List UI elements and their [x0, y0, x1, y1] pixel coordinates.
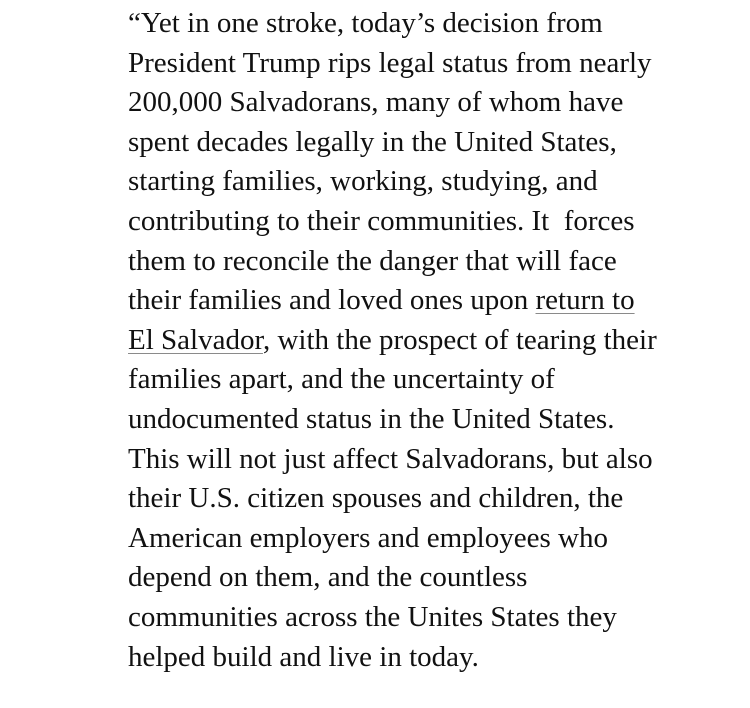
- text-line: them to reconcile the danger that will face: [128, 244, 617, 277]
- text-line-with-link: [128, 281, 738, 321]
- text-line: their U.S. citizen spouses and children, the: [128, 482, 624, 515]
- text-line-with-link: [128, 321, 738, 361]
- quote-paragraph: [128, 4, 738, 677]
- text-line: American employers and employees who: [128, 521, 608, 554]
- text-line: 200,000 Salvadorans, many of whom have: [128, 86, 624, 119]
- text-line: This will not just affect Salvadorans, but also: [128, 442, 653, 475]
- text-line: contributing to their communities. It forces: [128, 204, 635, 237]
- return-to-el-salvador-link-part2[interactable]: El Salvador: [128, 323, 263, 356]
- text-line: undocumented status in the United States.: [128, 402, 615, 435]
- text-line: helped build and live in today.: [128, 640, 479, 673]
- text-line: depend on them, and the countless: [128, 561, 528, 594]
- text-line: President Trump rips legal status from nearly: [128, 46, 652, 79]
- text-line: starting families, working, studying, and: [128, 165, 598, 198]
- text-segment: their families and loved ones upon: [128, 284, 536, 317]
- text-line: communities across the Unites States they: [128, 600, 617, 633]
- text-line: spent decades legally in the United States,: [128, 125, 617, 158]
- return-to-el-salvador-link-part1[interactable]: return to: [535, 284, 635, 317]
- text-line: families apart, and the uncertainty of: [128, 363, 555, 396]
- text-line: “Yet in one stroke, today’s decision from: [128, 7, 603, 39]
- text-segment: , with the prospect of tearing their: [262, 323, 657, 356]
